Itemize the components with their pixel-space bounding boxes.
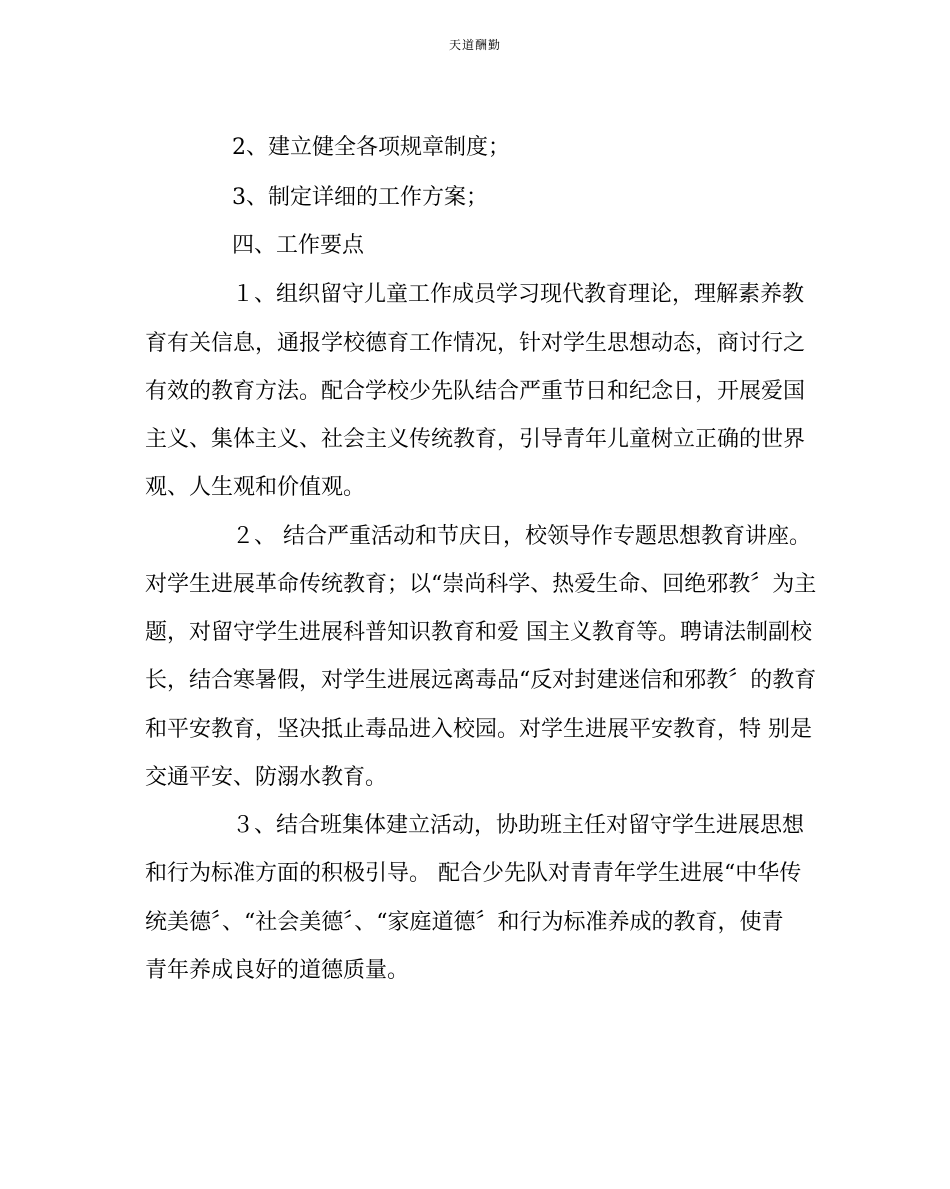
text-line: 3、制定详细的工作方案；	[232, 185, 488, 210]
text-line: 和行为标准方面的积极引导。 配合少先队对青青年学生进展“中华传	[145, 861, 802, 886]
text-line: 统美德〞、“社会美德〞、“家庭道德〞和行为标准养成的教育，使青	[145, 910, 784, 935]
text-line: ２、 结合严重活动和节庆日，校领导作专题思想教育讲座。	[232, 524, 811, 549]
text-line: 有效的教育方法。配合学校少先队结合严重节日和纪念日，开展爱国	[145, 379, 806, 404]
text-line: 四、工作要点	[232, 233, 365, 258]
text-line: １、组织留守儿童工作成员学习现代教育理论，理解素养教	[232, 282, 805, 307]
page-header: 天道酬勤	[448, 38, 501, 52]
text-line: 青年养成良好的道德质量。	[145, 958, 410, 983]
text-line: ３、结合班集体建立活动，协助班主任对留守学生进展思想	[232, 813, 805, 838]
text-line: 长，结合寒暑假，对学生进展远离毒品“反对封建迷信和邪教〞的教育	[145, 668, 817, 693]
text-line: 题，对留守学生进展科普知识教育和爱 国主义教育等。聘请法制副校	[145, 620, 812, 645]
text-line: 育有关信息，通报学校德育工作情况，针对学生思想动态，商讨行之	[145, 331, 806, 356]
text-line: 和平安教育，坚决抵止毒品进入校园。对学生进展平安教育，特 别是	[145, 717, 812, 742]
text-line: 2、建立健全各项规章制度；	[232, 135, 510, 160]
text-line: 对学生进展革命传统教育；以“崇尚科学、热爱生命、回绝邪教〞为主	[145, 572, 817, 597]
text-line: 交通平安、防溺水教育。	[145, 765, 388, 790]
text-line: 主义、集体主义、社会主义传统教育，引导青年儿童树立正确的世界	[145, 427, 806, 452]
text-line: 观、人生观和价值观。	[145, 475, 366, 500]
